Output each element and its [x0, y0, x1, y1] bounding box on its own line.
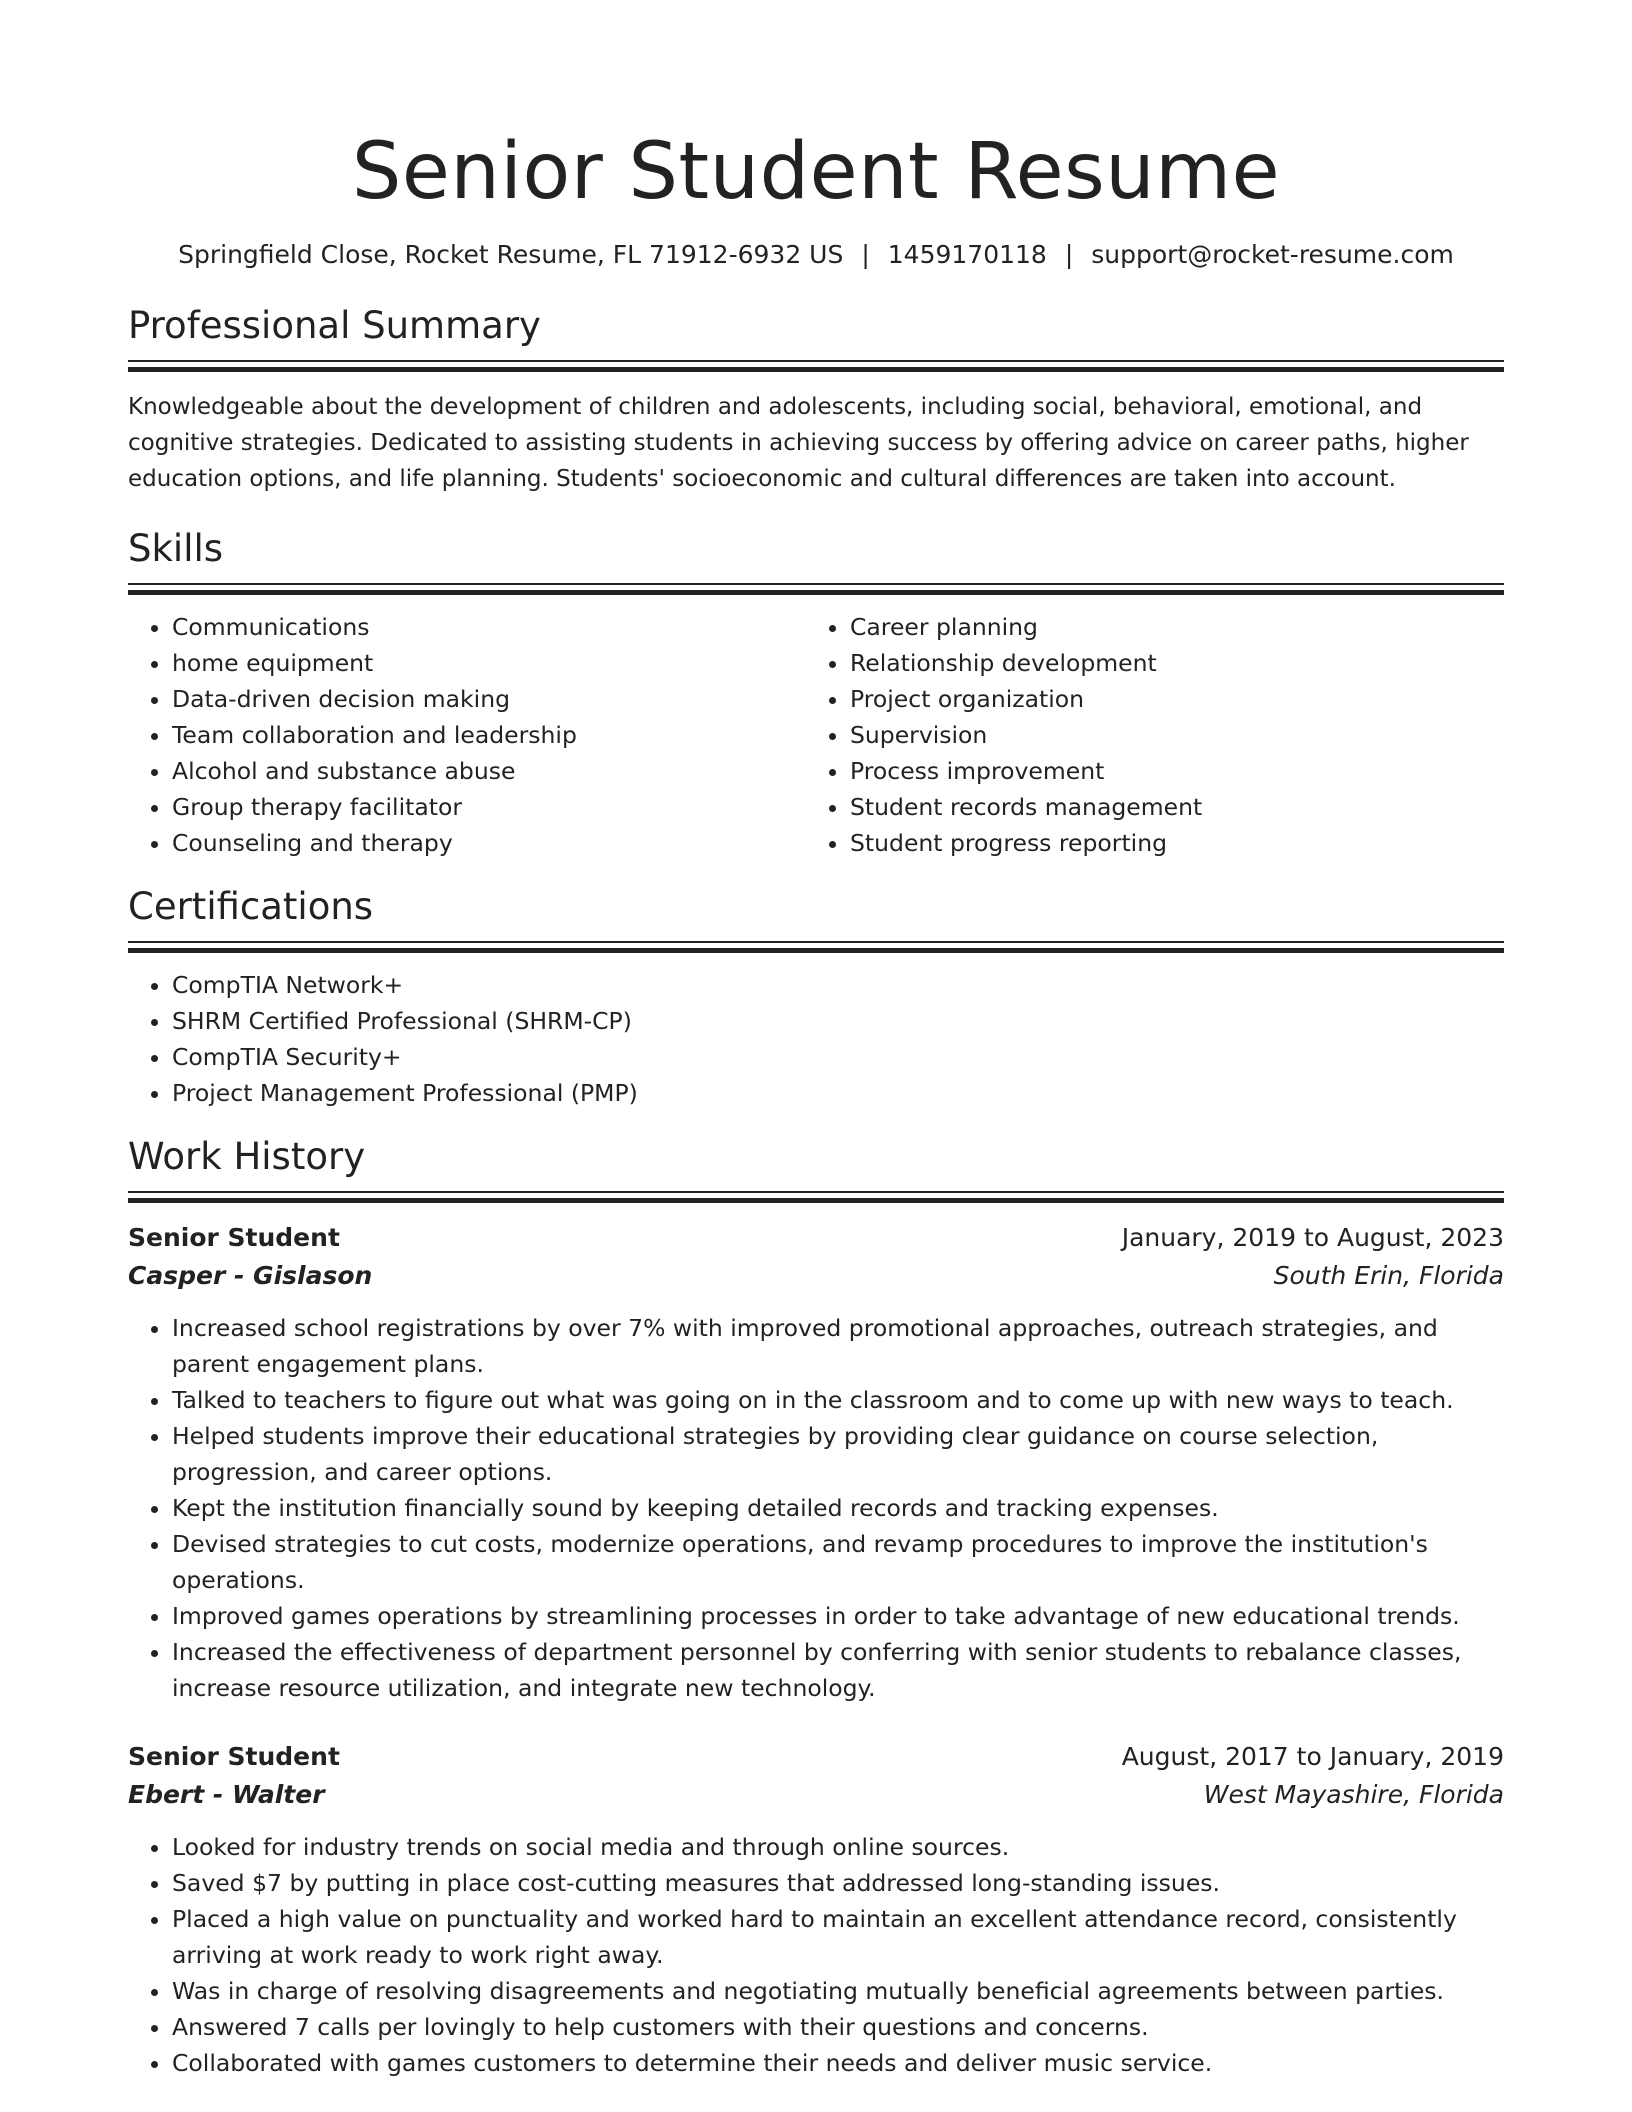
skills-columns	[128, 609, 1504, 861]
job-dates: August, 2017 to January, 2019	[1121, 1742, 1504, 1771]
job-location: South Erin, Florida	[1273, 1261, 1504, 1290]
job-company: Casper - Gislason	[128, 1261, 373, 1290]
section-divider-thick	[128, 367, 1504, 372]
job-bullet: • Increased the effectiveness of department personnel by conferring with senior students to rebalance classes, increase resource utilization, and integrate new technology.	[172, 1634, 1504, 1706]
job-dates: January, 2019 to August, 2023	[1121, 1223, 1504, 1252]
skill-item: • Data-driven decision making	[172, 681, 806, 717]
job-bullet: • Answered 7 calls per lovingly to help customers with their questions and concerns.	[172, 2009, 1504, 2045]
certification-item: • Project Management Professional (PMP)	[172, 1075, 1504, 1111]
section-heading-skills: Skills	[128, 527, 224, 570]
page-title: Senior Student Resume	[351, 127, 1281, 217]
skill-item: • Group therapy facilitator	[172, 789, 806, 825]
job-location: West Mayashire, Florida	[1203, 1780, 1504, 1809]
job-bullet: • Devised strategies to cut costs, modernize operations, and revamp procedures to improve the institution's operations.	[172, 1526, 1504, 1598]
skill-item: • Student records management	[850, 789, 1484, 825]
job-company: Ebert - Walter	[128, 1780, 325, 1809]
job-bullet: • Improved games operations by streamlining processes in order to take advantage of new educational trends.	[172, 1598, 1504, 1634]
contact-line	[128, 238, 1504, 272]
section-divider	[128, 941, 1504, 943]
certifications-section	[128, 883, 1504, 1111]
skill-item: • Supervision	[850, 717, 1484, 753]
skill-item: • Process improvement	[850, 753, 1484, 789]
contact-separator: |	[861, 240, 870, 269]
work-history-section	[128, 1133, 1504, 2081]
certification-item: • SHRM Certified Professional (SHRM-CP)	[172, 1003, 1504, 1039]
certification-item: • CompTIA Security+	[172, 1039, 1504, 1075]
summary-section	[128, 302, 1504, 497]
certifications-list	[128, 967, 1504, 1111]
skill-item: • Communications	[172, 609, 806, 645]
skills-list-left	[128, 609, 806, 861]
job-bullet: • Saved $7 by putting in place cost-cutting measures that addressed long-standing issues.	[172, 1865, 1504, 1901]
contact-phone: 1459170118	[887, 240, 1047, 269]
contact-separator: |	[1064, 240, 1074, 269]
job-title: Senior Student	[128, 1742, 340, 1771]
section-divider	[128, 1191, 1504, 1193]
job-bullet: • Increased school registrations by over 7% with improved promotional approaches, outreach strategies, and parent engagement plans.	[172, 1310, 1504, 1382]
section-divider	[128, 360, 1504, 362]
job-subheader-row	[128, 1776, 1504, 1814]
skill-item: • Counseling and therapy	[172, 825, 806, 861]
job-bullet: • Looked for industry trends on social media and through online sources.	[172, 1829, 1504, 1865]
section-divider-thick	[128, 590, 1504, 595]
skill-item: • Team collaboration and leadership	[172, 717, 806, 753]
summary-text: Knowledgeable about the development of children and adolescents, including social, behavioral, emotional, and cognitive strategies. Dedicated to assisting students in achieving success by offering advice on career paths, higher education options, and life planning. Students' socioeconomic and cultural differences are taken into account.	[128, 394, 1469, 492]
job-entry	[128, 1219, 1504, 1706]
resume-page	[128, 0, 1504, 2081]
job-bullet: • Talked to teachers to figure out what was going on in the classroom and to come up with new ways to teach.	[172, 1382, 1504, 1418]
job-header-row	[128, 1219, 1504, 1257]
job-subheader-row	[128, 1257, 1504, 1295]
skill-item: • home equipment	[172, 645, 806, 681]
job-entry	[128, 1738, 1504, 2081]
contact-address: Springfield Close, Rocket Resume, FL 71912-6932 US	[178, 240, 844, 269]
section-heading-certifications: Certifications	[128, 885, 374, 928]
skill-item: • Relationship development	[850, 645, 1484, 681]
job-bullet: • Collaborated with games customers to determine their needs and deliver music service.	[172, 2045, 1504, 2081]
section-divider-thick	[128, 948, 1504, 953]
job-title: Senior Student	[128, 1223, 340, 1252]
section-heading-summary: Professional Summary	[128, 304, 541, 347]
section-divider	[128, 583, 1504, 585]
job-bullet: • Kept the institution financially sound by keeping detailed records and tracking expenses.	[172, 1490, 1504, 1526]
job-bullet-list	[128, 1310, 1504, 1706]
skill-item: • Project organization	[850, 681, 1484, 717]
job-bullet: • Was in charge of resolving disagreements and negotiating mutually beneficial agreements between parties.	[172, 1973, 1504, 2009]
section-divider-thick	[128, 1198, 1504, 1203]
skill-item: • Career planning	[850, 609, 1484, 645]
job-bullet: • Placed a high value on punctuality and worked hard to maintain an excellent attendance record, consistently arriving at work ready to work right away.	[172, 1901, 1504, 1973]
skill-item: • Student progress reporting	[850, 825, 1484, 861]
contact-email: support@rocket-resume.com	[1091, 240, 1454, 269]
job-header-row	[128, 1738, 1504, 1776]
job-bullet-list	[128, 1829, 1504, 2081]
skills-section	[128, 525, 1504, 861]
section-heading-work-history: Work History	[128, 1135, 366, 1178]
certification-item: • CompTIA Network+	[172, 967, 1504, 1003]
skills-list-right	[806, 609, 1484, 861]
job-bullet: • Helped students improve their educational strategies by providing clear guidance on course selection, progression, and career options.	[172, 1418, 1504, 1490]
skill-item: • Alcohol and substance abuse	[172, 753, 806, 789]
